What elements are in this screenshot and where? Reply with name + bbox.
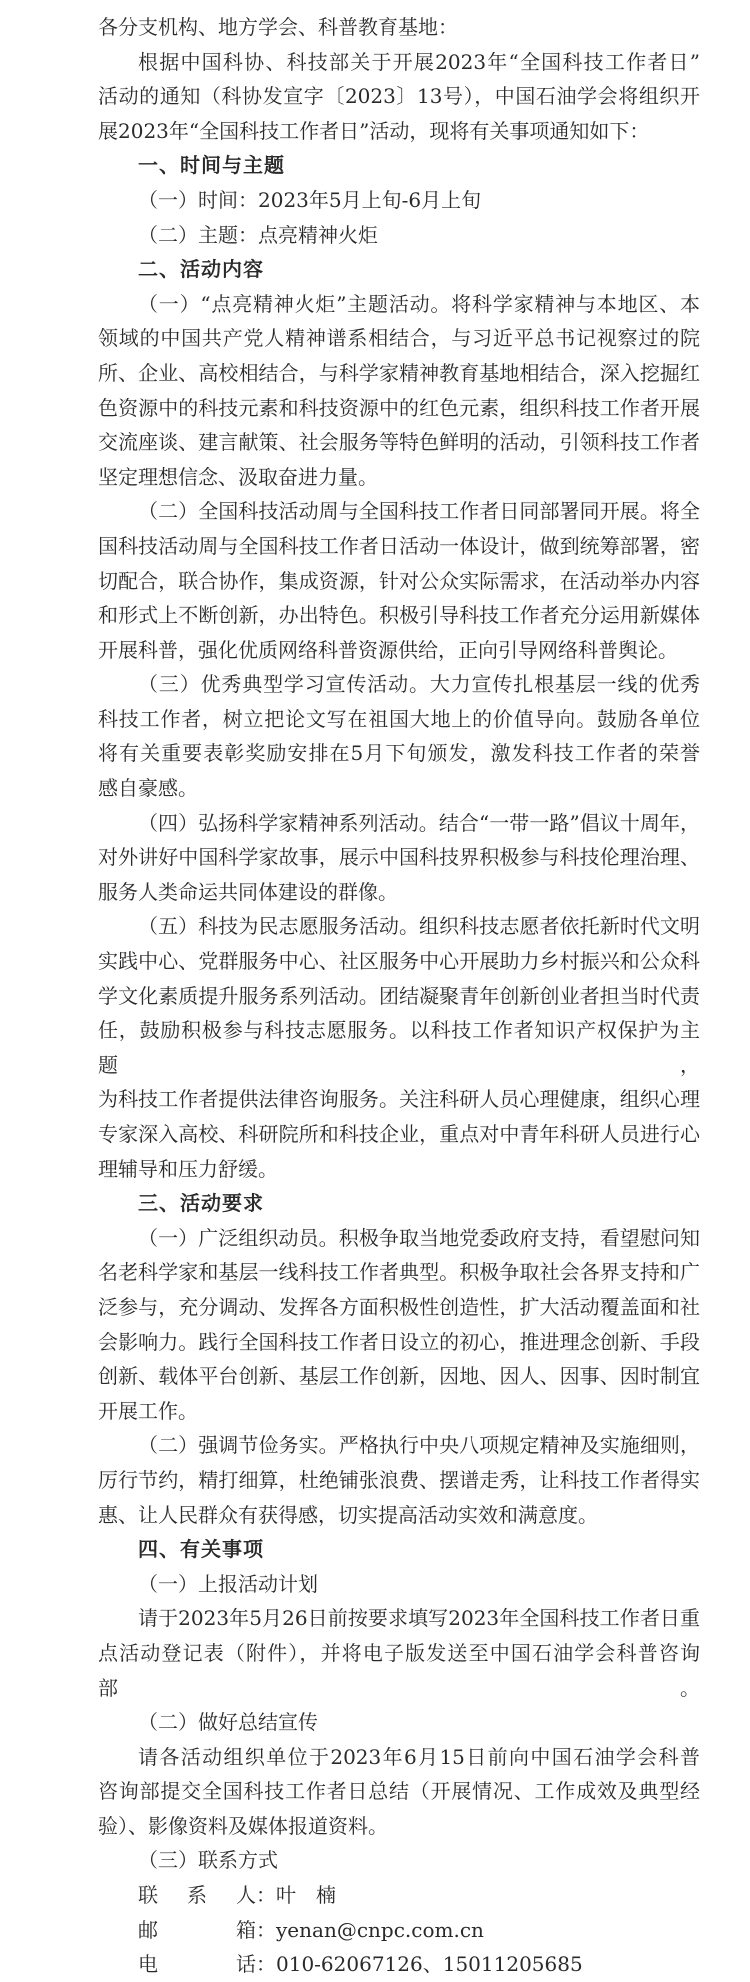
document-line: 开展科普，强化优质网络科普资源供给，正向引导网络科普舆论。 <box>98 637 678 662</box>
document-line: 咨询部提交全国科技工作者日总结（开展情况、工作成效及典型经 <box>98 1779 700 1804</box>
document-line: 国科技活动周与全国科技工作者日活动一体设计，做到统筹部署，密 <box>98 533 700 558</box>
document-line: 名老科学家和基层一线科技工作者典型。积极争取社会各界支持和广 <box>98 1260 700 1285</box>
document-line: 和形式上不断创新，办出特色。积极引导科技工作者充分运用新媒体 <box>98 603 700 628</box>
contact-person: 联系人：叶 楠 <box>138 1878 700 1913</box>
contact-email-value[interactable]: yenan@cnpc.com.cn <box>276 1917 484 1942</box>
contact-person-value: 叶 楠 <box>276 1883 336 1908</box>
document-line: （一）上报活动计划 <box>138 1571 318 1596</box>
contact-email-label: 邮箱 <box>138 1917 256 1942</box>
document-line: 理辅导和压力舒缓。 <box>98 1156 278 1181</box>
document-line: （二）主题：点亮精神火炬 <box>138 222 378 247</box>
document-line: 厉行节约，精打细算，杜绝铺张浪费、摆谱走秀，让科技工作者得实 <box>98 1467 700 1492</box>
section-heading: 三、活动要求 <box>138 1191 264 1216</box>
document-line: （三）优秀典型学习宣传活动。大力宣传扎根基层一线的优秀 <box>138 672 700 697</box>
section-heading: 四、有关事项 <box>138 1537 264 1562</box>
contact-email: 邮箱：yenan@cnpc.com.cn <box>138 1913 700 1948</box>
document-line: 领域的中国共产党人精神谱系相结合，与习近平总书记视察过的院 <box>98 326 700 351</box>
document-line: 实践中心、党群服务中心、社区服务中心开展助力乡村振兴和公众科 <box>98 949 700 974</box>
document-line: （三）联系方式 <box>138 1848 278 1873</box>
document-line: （一）“点亮精神火炬”主题活动。将科学家精神与本地区、本 <box>138 291 700 316</box>
document-line: 感自豪感。 <box>98 776 198 801</box>
document-line: 验）、影像资料及媒体报道资料。 <box>98 1813 388 1838</box>
document-body <box>98 10 700 1878</box>
document-line: （五）科技为民志愿服务活动。组织科技志愿者依托新时代文明 <box>138 914 700 939</box>
document-line: 开展工作。 <box>98 1398 198 1423</box>
document-line: 请于2023年5月26日前按要求填写2023年全国科技工作者日重 <box>138 1606 700 1631</box>
document-line: 所、企业、高校相结合，与科学家精神教育基地相结合，深入挖掘红 <box>98 360 700 385</box>
contact-phone: 电话：010-62067126、15011205685 <box>138 1947 700 1982</box>
document-line: （二）全国科技活动周与全国科技工作者日同部署同开展。将全 <box>138 499 700 524</box>
contact-person-label: 联系人 <box>138 1883 256 1908</box>
document-line: 切配合，联合协作，集成资源，针对公众实际需求，在活动举办内容 <box>98 568 700 593</box>
document-line: 根据中国科协、科技部关于开展2023年“全国科技工作者日” <box>138 49 700 74</box>
document-line: （一）广泛组织动员。积极争取当地党委政府支持，看望慰问知 <box>138 1225 700 1250</box>
document-line: 泛参与，充分调动、发挥各方面积极性创造性，扩大活动覆盖面和社 <box>98 1294 700 1319</box>
document-line: 各分支机构、地方学会、科普教育基地： <box>98 15 458 39</box>
contact-info <box>98 1878 700 1982</box>
document-line: 惠、让人民群众有获得感，切实提高活动实效和满意度。 <box>98 1502 598 1527</box>
document-line: 色资源中的科技元素和科技资源中的红色元素，组织科技工作者开展 <box>98 395 700 420</box>
document-line: 交流座谈、建言献策、社会服务等特色鲜明的活动，引领科技工作者 <box>98 430 700 455</box>
document-line: 服务人类命运共同体建设的群像。 <box>98 879 398 904</box>
document-line: 点活动登记表（附件），并将电子版发送至中国石油学会科普咨询部。 <box>98 1640 700 1700</box>
document-line: 活动的通知（科协发宣字〔2023〕13号），中国石油学会将组织开 <box>98 84 700 109</box>
document-line: 学文化素质提升服务系列活动。团结凝聚青年创新创业者担当时代责 <box>98 983 700 1008</box>
section-heading: 一、时间与主题 <box>138 153 285 178</box>
document-line: （二）强调节俭务实。严格执行中央八项规定精神及实施细则， <box>138 1433 700 1458</box>
document-line: （四）弘扬科学家精神系列活动。结合“一带一路”倡议十周年， <box>138 810 700 835</box>
document-line: 创新、载体平台创新、基层工作创新，因地、因人、因事、因时制宜 <box>98 1364 700 1389</box>
document-line: 专家深入高校、科研院所和科技企业，重点对中青年科研人员进行心 <box>98 1122 700 1146</box>
document-line: 将有关重要表彰奖励安排在5月下旬颁发，激发科技工作者的荣誉 <box>98 741 700 766</box>
section-heading: 二、活动内容 <box>138 257 264 282</box>
document-line: （一）时间：2023年5月上旬-6月上旬 <box>138 187 482 212</box>
document-line: 为科技工作者提供法律咨询服务。关注科研人员心理健康，组织心理 <box>98 1087 700 1112</box>
document-line: 会影响力。践行全国科技工作者日设立的初心，推进理念创新、手段 <box>98 1329 700 1354</box>
contact-phone-value: 010-62067126、15011205685 <box>276 1952 583 1977</box>
document-line: 科技工作者，树立把论文写在祖国大地上的价值导向。鼓励各单位 <box>98 706 700 731</box>
document-line: （二）做好总结宣传 <box>138 1710 318 1735</box>
document-line: 展2023年“全国科技工作者日”活动，现将有关事项通知如下： <box>98 118 650 143</box>
document-line: 坚定理想信念、汲取奋进力量。 <box>98 464 378 489</box>
document-line: 对外讲好中国科学家故事，展示中国科技界积极参与科技伦理治理、 <box>98 845 700 870</box>
contact-phone-label: 电话 <box>138 1952 256 1977</box>
document-line: 任，鼓励积极参与科技志愿服务。以科技工作者知识产权保护为主题， <box>98 1018 700 1077</box>
document-line: 请各活动组织单位于2023年6月15日前向中国石油学会科普 <box>138 1744 700 1769</box>
